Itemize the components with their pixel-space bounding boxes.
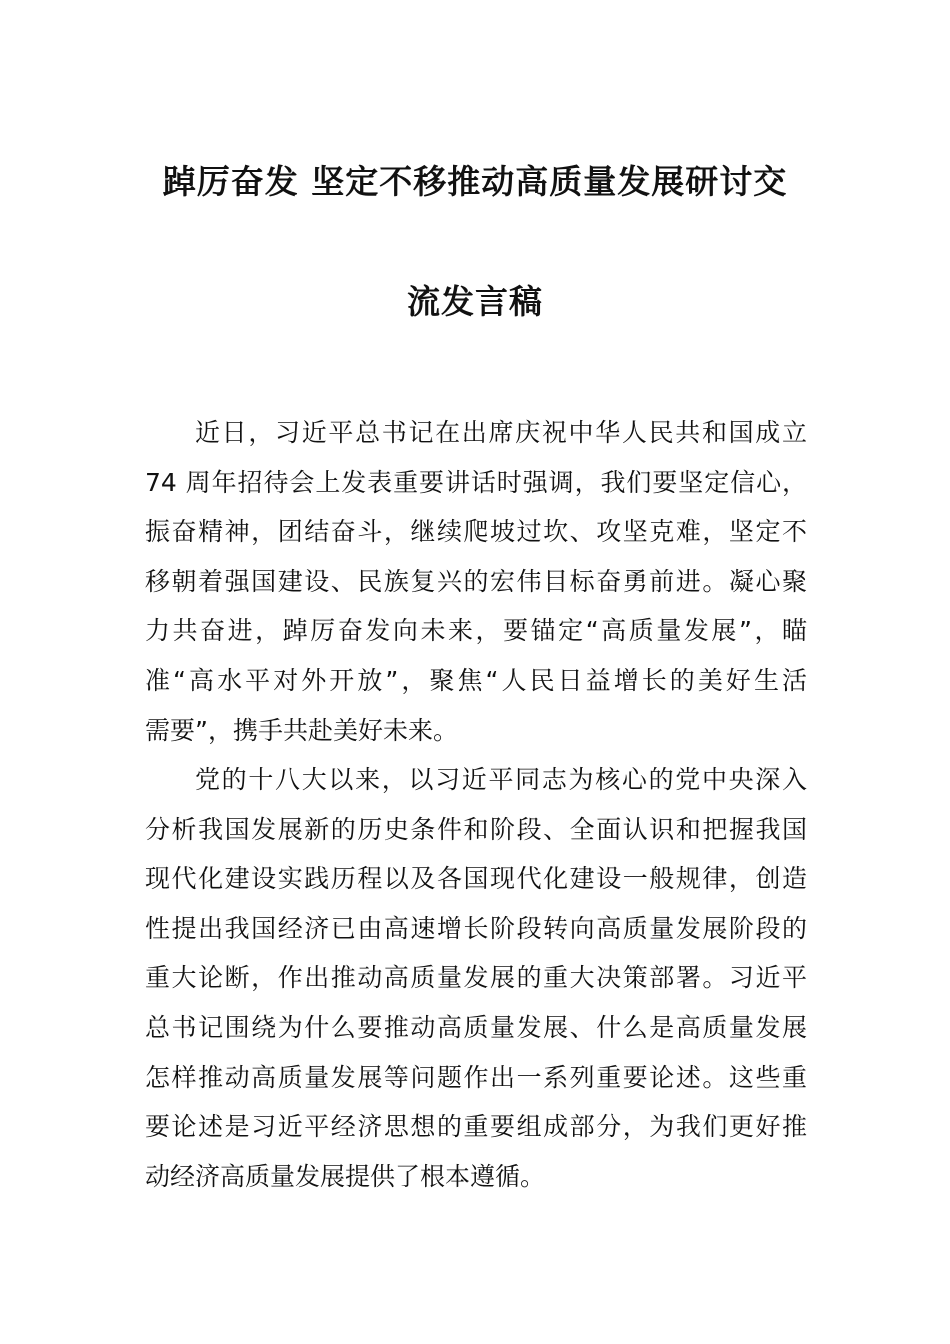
paragraph-1 bbox=[145, 408, 807, 755]
document-title-line-2: 流发言稿 bbox=[407, 282, 543, 321]
paragraph-2 bbox=[145, 755, 807, 1201]
paragraph-line: 要论述是习近平经济思想的重要组成部分，为我们更好推 bbox=[145, 1112, 807, 1142]
paragraph-line: 准“高水平对外开放”，聚焦“人民日益增长的美好生活 bbox=[145, 665, 807, 695]
paragraph-line: 总书记围绕为什么要推动高质量发展、什么是高质量发展 bbox=[145, 1012, 807, 1042]
paragraph-line: 力共奋进，踔厉奋发向未来，要锚定“高质量发展”，瞄 bbox=[145, 616, 807, 646]
paragraph-line: 近日，习近平总书记在出席庆祝中华人民共和国成立 bbox=[195, 418, 807, 447]
paragraph-line: 怎样推动高质量发展等问题作出一系列重要论述。这些重 bbox=[145, 1062, 807, 1092]
paragraph-line: 动经济高质量发展提供了根本遵循。 bbox=[145, 1161, 546, 1191]
paragraph-line: 移朝着强国建设、民族复兴的宏伟目标奋勇前进。凝心聚 bbox=[145, 566, 807, 596]
document-title-line-1: 踔厉奋发 坚定不移推动高质量发展研讨交 bbox=[162, 162, 788, 201]
paragraph-line: 分析我国发展新的历史条件和阶段、全面认识和把握我国 bbox=[145, 814, 807, 844]
paragraph-line: 党的十八大以来，以习近平同志为核心的党中央深入 bbox=[195, 765, 807, 794]
paragraph-line: 需要”，携手共赴美好未来。 bbox=[145, 715, 458, 745]
paragraph-line: 74 周年招待会上发表重要讲话时强调，我们要坚定信心， bbox=[145, 467, 807, 497]
paragraph-line: 重大论断，作出推动高质量发展的重大决策部署。习近平 bbox=[145, 963, 807, 993]
paragraph-line: 振奋精神，团结奋斗，继续爬坡过坎、攻坚克难，坚定不 bbox=[145, 517, 807, 547]
paragraph-line: 性提出我国经济已由高速增长阶段转向高质量发展阶段的 bbox=[145, 913, 807, 943]
paragraph-line: 现代化建设实践历程以及各国现代化建设一般规律，创造 bbox=[145, 864, 807, 894]
